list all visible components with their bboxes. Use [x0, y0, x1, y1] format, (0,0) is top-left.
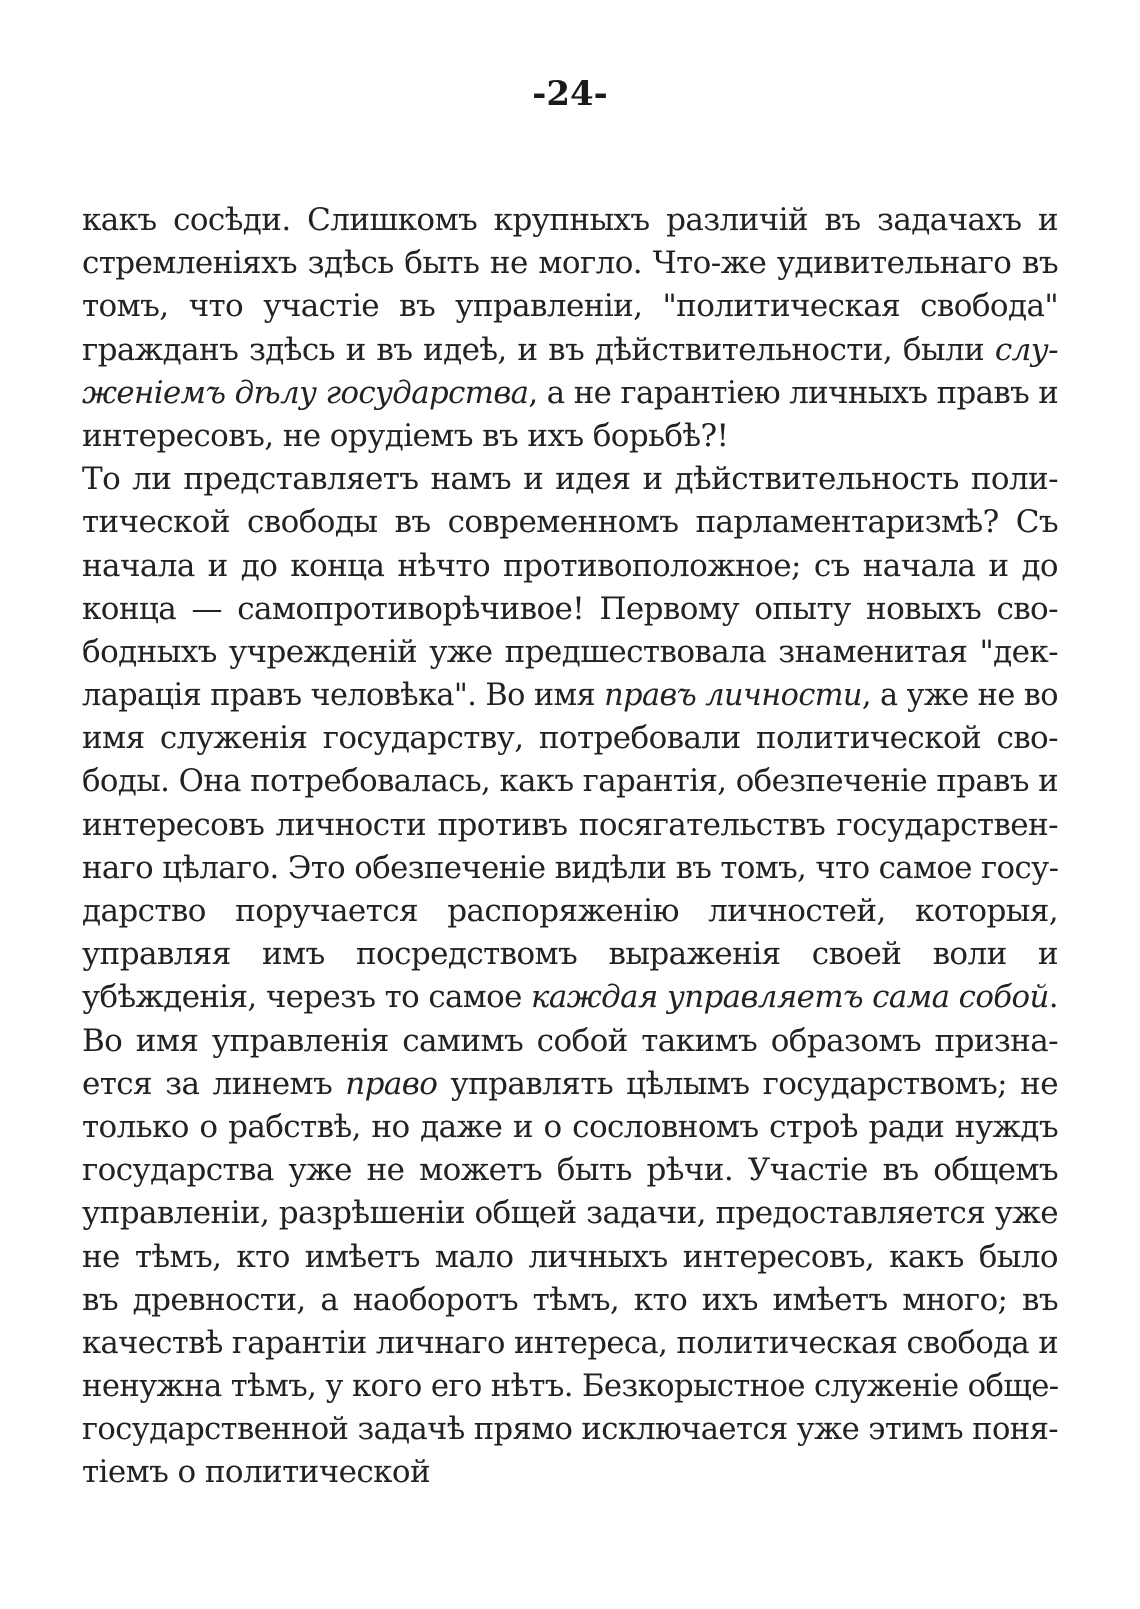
text-segment: интересовъ, не орудіемъ въ ихъ борьбѣ?!: [82, 417, 729, 454]
text-segment: наго цѣлаго. Это обезпеченіе видѣли въ томъ, что самое госу-: [82, 849, 1059, 886]
text-line: [82, 1279, 1058, 1322]
text-segment: гражданъ здѣсь и въ идеѣ, и въ дѣйствительности, были: [82, 331, 995, 368]
text-segment: конца — самопротиворѣчивое! Первому опыту новыхъ сво-: [82, 590, 1058, 627]
text-segment: государственной задачѣ прямо исключается уже этимъ поня-: [82, 1411, 1059, 1448]
text-segment: ется за линемъ: [82, 1065, 346, 1102]
text-segment: , а не гарантіею личныхъ правъ и: [528, 374, 1059, 411]
text-segment: не тѣмъ, кто имѣетъ мало личныхъ интересовъ, какъ было: [82, 1238, 1058, 1275]
text-line: [82, 1192, 1058, 1235]
text-segment: Во имя управленія самимъ собой такимъ образомъ призна-: [82, 1022, 1058, 1059]
body-text: [82, 199, 1058, 1495]
text-segment: То ли представляетъ намъ и идея и дѣйствительность поли-: [82, 461, 1058, 498]
italic-text: каждая управляетъ сама собой: [531, 979, 1049, 1016]
italic-text: женіемъ дѣлу государства: [82, 374, 529, 411]
italic-text: право: [345, 1065, 438, 1102]
text-line: [82, 1063, 1058, 1106]
text-line: [82, 588, 1058, 631]
text-segment: интересовъ личности противъ посягательствъ государствен-: [82, 806, 1058, 843]
text-segment: ларація правъ человѣка". Во имя: [82, 677, 605, 714]
text-line: [82, 329, 1058, 372]
text-segment: начала и до конца нѣчто противоположное; съ начала и до: [82, 547, 1058, 584]
text-line: [82, 1451, 1058, 1494]
text-segment: государства уже не можетъ быть рѣчи. Участіе въ общемъ: [82, 1152, 1058, 1189]
text-line: [82, 1106, 1058, 1149]
text-line: [82, 1365, 1058, 1408]
text-line: [82, 631, 1058, 674]
text-segment: ненужна тѣмъ, у кого его нѣтъ. Безкорыстное служеніе обще-: [82, 1368, 1059, 1405]
text-segment: управленіи, разрѣшеніи общей задачи, предоставляется уже: [82, 1195, 1058, 1232]
text-segment: бодныхъ учрежденій уже предшествовала знаменитая "дек-: [82, 633, 1058, 670]
text-segment: убѣжденія, черезъ то самое: [82, 979, 532, 1016]
text-segment: качествѣ гарантіи личнаго интереса, политическая свобода и: [82, 1324, 1059, 1361]
text-line: [82, 674, 1058, 717]
text-line: [82, 242, 1058, 285]
text-segment: управляя имъ посредствомъ выраженія своей воли и: [82, 936, 1058, 973]
text-line: [82, 372, 1058, 415]
page-number: -24-: [532, 74, 608, 114]
italic-text: слу-: [994, 331, 1058, 368]
text-segment: тіемъ о политической: [82, 1454, 431, 1491]
text-segment: управлять цѣлымъ государствомъ; не: [437, 1065, 1058, 1102]
text-segment: .: [1048, 979, 1058, 1016]
text-line: [82, 717, 1058, 760]
text-segment: стремленіяхъ здѣсь быть не могло. Что-же удивительнаго въ: [82, 245, 1058, 282]
text-line: [82, 847, 1058, 890]
text-line: [82, 415, 1058, 458]
text-line: [82, 1408, 1058, 1451]
italic-text: правъ личности: [604, 677, 862, 714]
text-segment: какъ сосѣди. Слишкомъ крупныхъ различій въ задачахъ и: [82, 202, 1058, 238]
text-segment: только о рабствѣ, но даже и о сословномъ строѣ ради нуждъ: [82, 1108, 1058, 1145]
text-line: [82, 976, 1058, 1019]
text-line: [82, 545, 1058, 588]
text-segment: въ древности, а наоборотъ тѣмъ, кто ихъ имѣетъ много; въ: [82, 1281, 1058, 1318]
text-line: [82, 760, 1058, 803]
text-segment: томъ, что участіе въ управленіи, "политическая свобода": [82, 288, 1058, 325]
text-line: [82, 804, 1058, 847]
text-line: [82, 1149, 1058, 1192]
text-segment: дарство поручается распоряженію личностей, которыя,: [82, 893, 1058, 929]
text-segment: , а уже не во: [861, 677, 1058, 714]
text-segment: имя служенія государству, потребовали политической сво-: [82, 720, 1058, 757]
text-segment: боды. Она потребовалась, какъ гарантія, обезпеченіе правъ и: [82, 763, 1059, 800]
text-line: [82, 501, 1058, 544]
text-line: [82, 890, 1058, 933]
text-line: [82, 1236, 1058, 1279]
text-line: [82, 1020, 1058, 1063]
text-line: [82, 1322, 1058, 1365]
text-line: [82, 199, 1058, 242]
text-line: [82, 933, 1058, 976]
text-line: [82, 285, 1058, 328]
text-segment: тической свободы въ современномъ парламентаризмѣ? Съ: [82, 504, 1058, 541]
text-line: [82, 458, 1058, 501]
